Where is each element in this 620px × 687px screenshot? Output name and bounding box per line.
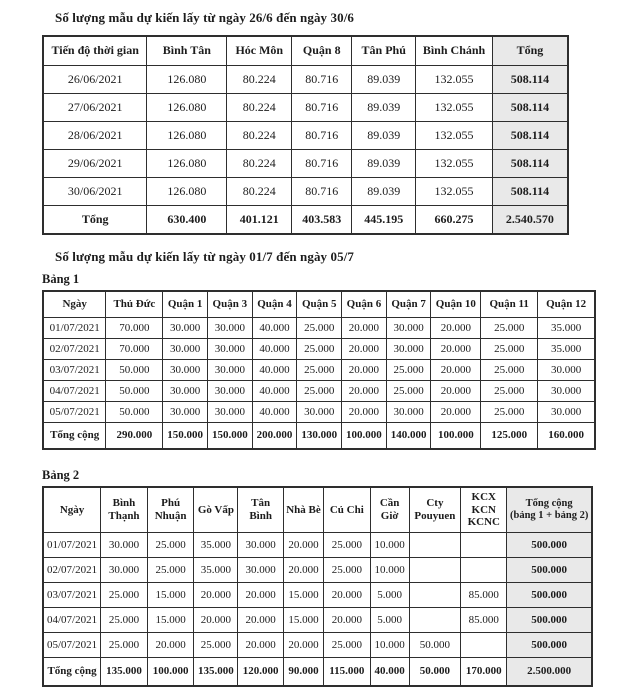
value-cell: 500.000 bbox=[507, 558, 592, 583]
value-cell: 20.000 bbox=[323, 608, 370, 633]
value-cell: 30.000 bbox=[163, 381, 208, 402]
value-cell: 40.000 bbox=[252, 360, 297, 381]
date-cell: 27/06/2021 bbox=[43, 94, 147, 122]
value-cell: 40.000 bbox=[252, 381, 297, 402]
value-cell: 30.000 bbox=[101, 558, 148, 583]
value-cell: 89.039 bbox=[352, 178, 416, 206]
value-cell: 80.716 bbox=[292, 122, 352, 150]
value-cell: 25.000 bbox=[194, 633, 238, 658]
value-cell: 132.055 bbox=[416, 66, 493, 94]
header-row bbox=[43, 291, 595, 318]
date-cell: 03/07/2021 bbox=[43, 583, 101, 608]
value-cell bbox=[409, 608, 461, 633]
value-cell: 35.000 bbox=[194, 558, 238, 583]
date-cell: 29/06/2021 bbox=[43, 150, 147, 178]
total-value: 150.000 bbox=[163, 423, 208, 450]
value-cell: 500.000 bbox=[507, 633, 592, 658]
value-cell: 50.000 bbox=[106, 381, 163, 402]
table-row bbox=[43, 381, 595, 402]
value-cell: 20.000 bbox=[342, 381, 387, 402]
value-cell: 15.000 bbox=[283, 608, 323, 633]
value-cell: 25.000 bbox=[297, 360, 342, 381]
value-cell bbox=[409, 558, 461, 583]
column-header: Quận 10 bbox=[431, 291, 481, 318]
table-row bbox=[43, 318, 595, 339]
value-cell: 25.000 bbox=[481, 402, 538, 423]
column-header: Bình Chánh bbox=[416, 36, 493, 66]
value-cell: 15.000 bbox=[147, 583, 194, 608]
total-value: 135.000 bbox=[101, 658, 148, 687]
value-cell: 85.000 bbox=[461, 608, 507, 633]
value-cell: 25.000 bbox=[323, 558, 370, 583]
value-cell: 25.000 bbox=[386, 360, 431, 381]
column-header: Gò Vấp bbox=[194, 487, 238, 533]
value-cell: 508.114 bbox=[492, 66, 568, 94]
value-cell: 30.000 bbox=[163, 339, 208, 360]
value-cell: 508.114 bbox=[492, 178, 568, 206]
value-cell: 25.000 bbox=[323, 633, 370, 658]
date-cell: 01/07/2021 bbox=[43, 533, 101, 558]
column-header: Quận 5 bbox=[297, 291, 342, 318]
total-value: 125.000 bbox=[481, 423, 538, 450]
value-cell: 80.224 bbox=[227, 94, 292, 122]
total-value: 140.000 bbox=[386, 423, 431, 450]
value-cell: 10.000 bbox=[370, 558, 409, 583]
value-cell: 30.000 bbox=[386, 339, 431, 360]
value-cell: 80.716 bbox=[292, 178, 352, 206]
value-cell: 132.055 bbox=[416, 150, 493, 178]
total-value: 200.000 bbox=[252, 423, 297, 450]
section-title-july: Số lượng mẫu dự kiến lấy từ ngày 01/7 đến ngày 05/7 bbox=[55, 249, 355, 264]
value-cell: 20.000 bbox=[342, 402, 387, 423]
value-cell: 30.000 bbox=[238, 558, 284, 583]
value-cell: 50.000 bbox=[106, 360, 163, 381]
column-header: Quận 1 bbox=[163, 291, 208, 318]
value-cell: 20.000 bbox=[342, 318, 387, 339]
value-cell: 25.000 bbox=[297, 318, 342, 339]
table-label-bang2: Bảng 2 bbox=[42, 468, 80, 482]
column-header: Bình Tân bbox=[147, 36, 227, 66]
table-row bbox=[43, 339, 595, 360]
value-cell: 20.000 bbox=[431, 360, 481, 381]
table-row bbox=[43, 608, 592, 633]
column-header: Quận 4 bbox=[252, 291, 297, 318]
table-row bbox=[43, 122, 568, 150]
value-cell: 30.000 bbox=[207, 339, 252, 360]
value-cell: 20.000 bbox=[238, 608, 284, 633]
value-cell: 89.039 bbox=[352, 122, 416, 150]
value-cell: 35.000 bbox=[194, 533, 238, 558]
value-cell: 20.000 bbox=[431, 402, 481, 423]
value-cell: 30.000 bbox=[101, 533, 148, 558]
value-cell: 508.114 bbox=[492, 122, 568, 150]
value-cell: 25.000 bbox=[147, 558, 194, 583]
value-cell: 10.000 bbox=[370, 633, 409, 658]
value-cell: 30.000 bbox=[163, 318, 208, 339]
value-cell: 132.055 bbox=[416, 122, 493, 150]
value-cell bbox=[461, 558, 507, 583]
total-value: 100.000 bbox=[342, 423, 387, 450]
value-cell: 20.000 bbox=[194, 608, 238, 633]
value-cell: 20.000 bbox=[342, 360, 387, 381]
value-cell: 30.000 bbox=[207, 381, 252, 402]
date-cell: 05/07/2021 bbox=[43, 402, 106, 423]
value-cell: 20.000 bbox=[238, 583, 284, 608]
column-header: Hóc Môn bbox=[227, 36, 292, 66]
table-row bbox=[43, 402, 595, 423]
value-cell: 80.224 bbox=[227, 66, 292, 94]
date-cell: 05/07/2021 bbox=[43, 633, 101, 658]
total-value: 120.000 bbox=[238, 658, 284, 687]
value-cell: 40.000 bbox=[252, 318, 297, 339]
value-cell: 508.114 bbox=[492, 150, 568, 178]
value-cell: 35.000 bbox=[538, 318, 595, 339]
total-label: Tổng bbox=[43, 206, 147, 235]
value-cell: 20.000 bbox=[147, 633, 194, 658]
table-bang2-districts bbox=[42, 486, 593, 687]
value-cell: 20.000 bbox=[342, 339, 387, 360]
value-cell: 20.000 bbox=[194, 583, 238, 608]
value-cell: 126.080 bbox=[147, 150, 227, 178]
column-header: Tổng cộng (bảng 1 + bảng 2) bbox=[507, 487, 592, 533]
value-cell: 30.000 bbox=[207, 360, 252, 381]
date-cell: 26/06/2021 bbox=[43, 66, 147, 94]
value-cell bbox=[409, 533, 461, 558]
value-cell: 20.000 bbox=[238, 633, 284, 658]
value-cell: 20.000 bbox=[431, 318, 481, 339]
total-value: 100.000 bbox=[147, 658, 194, 687]
column-header: Quận 11 bbox=[481, 291, 538, 318]
value-cell: 20.000 bbox=[283, 558, 323, 583]
total-value: 660.275 bbox=[416, 206, 493, 235]
value-cell: 25.000 bbox=[147, 533, 194, 558]
value-cell: 508.114 bbox=[492, 94, 568, 122]
value-cell: 80.224 bbox=[227, 122, 292, 150]
value-cell: 5.000 bbox=[370, 608, 409, 633]
table-row bbox=[43, 360, 595, 381]
value-cell: 80.716 bbox=[292, 94, 352, 122]
total-value: 290.000 bbox=[106, 423, 163, 450]
column-header: Quận 6 bbox=[342, 291, 387, 318]
column-header: Tiến độ thời gian bbox=[43, 36, 147, 66]
value-cell: 15.000 bbox=[147, 608, 194, 633]
date-cell: 04/07/2021 bbox=[43, 608, 101, 633]
value-cell: 15.000 bbox=[283, 583, 323, 608]
value-cell: 25.000 bbox=[101, 608, 148, 633]
column-header: Phú Nhuận bbox=[147, 487, 194, 533]
value-cell: 80.224 bbox=[227, 178, 292, 206]
value-cell: 20.000 bbox=[431, 339, 481, 360]
column-header: Củ Chi bbox=[323, 487, 370, 533]
value-cell: 5.000 bbox=[370, 583, 409, 608]
value-cell: 126.080 bbox=[147, 122, 227, 150]
value-cell bbox=[461, 533, 507, 558]
column-header: Ngày bbox=[43, 291, 106, 318]
header-row bbox=[43, 36, 568, 66]
value-cell: 85.000 bbox=[461, 583, 507, 608]
date-cell: 02/07/2021 bbox=[43, 339, 106, 360]
value-cell: 80.716 bbox=[292, 150, 352, 178]
value-cell: 80.224 bbox=[227, 150, 292, 178]
column-header: Cty Pouyuen bbox=[409, 487, 461, 533]
value-cell: 25.000 bbox=[101, 583, 148, 608]
total-row bbox=[43, 206, 568, 235]
section-title-june: Số lượng mẫu dự kiến lấy từ ngày 26/6 đến ngày 30/6 bbox=[55, 10, 355, 25]
total-value: 100.000 bbox=[431, 423, 481, 450]
table-row bbox=[43, 178, 568, 206]
value-cell: 126.080 bbox=[147, 178, 227, 206]
table-row bbox=[43, 558, 592, 583]
value-cell: 500.000 bbox=[507, 583, 592, 608]
value-cell: 25.000 bbox=[297, 381, 342, 402]
column-header: KCX KCN KCNC bbox=[461, 487, 507, 533]
table-june-samples bbox=[42, 35, 569, 235]
total-label: Tổng cộng bbox=[43, 423, 106, 450]
total-row bbox=[43, 423, 595, 450]
value-cell: 30.000 bbox=[207, 402, 252, 423]
value-cell: 20.000 bbox=[431, 381, 481, 402]
value-cell: 20.000 bbox=[323, 583, 370, 608]
total-value: 130.000 bbox=[297, 423, 342, 450]
total-value: 135.000 bbox=[194, 658, 238, 687]
total-row bbox=[43, 658, 592, 687]
column-header: Bình Thạnh bbox=[101, 487, 148, 533]
value-cell: 30.000 bbox=[238, 533, 284, 558]
value-cell: 132.055 bbox=[416, 178, 493, 206]
value-cell: 50.000 bbox=[409, 633, 461, 658]
value-cell: 70.000 bbox=[106, 339, 163, 360]
value-cell: 126.080 bbox=[147, 94, 227, 122]
value-cell: 500.000 bbox=[507, 608, 592, 633]
date-cell: 30/06/2021 bbox=[43, 178, 147, 206]
value-cell: 50.000 bbox=[106, 402, 163, 423]
total-value: 2.540.570 bbox=[492, 206, 568, 235]
date-cell: 28/06/2021 bbox=[43, 122, 147, 150]
column-header: Tân Phú bbox=[352, 36, 416, 66]
total-value: 2.500.000 bbox=[507, 658, 592, 687]
value-cell: 89.039 bbox=[352, 150, 416, 178]
value-cell: 25.000 bbox=[386, 381, 431, 402]
date-cell: 02/07/2021 bbox=[43, 558, 101, 583]
date-cell: 03/07/2021 bbox=[43, 360, 106, 381]
header-row bbox=[43, 487, 592, 533]
column-header: Quận 8 bbox=[292, 36, 352, 66]
table-row bbox=[43, 633, 592, 658]
value-cell: 30.000 bbox=[538, 381, 595, 402]
value-cell: 20.000 bbox=[283, 633, 323, 658]
total-value: 401.121 bbox=[227, 206, 292, 235]
date-cell: 01/07/2021 bbox=[43, 318, 106, 339]
value-cell: 25.000 bbox=[481, 381, 538, 402]
table-row bbox=[43, 66, 568, 94]
column-header: Quận 7 bbox=[386, 291, 431, 318]
total-label: Tổng cộng bbox=[43, 658, 101, 687]
value-cell: 20.000 bbox=[283, 533, 323, 558]
value-cell: 40.000 bbox=[252, 339, 297, 360]
value-cell: 30.000 bbox=[163, 360, 208, 381]
table-row bbox=[43, 94, 568, 122]
column-header: Thủ Đức bbox=[106, 291, 163, 318]
value-cell: 30.000 bbox=[163, 402, 208, 423]
value-cell: 40.000 bbox=[252, 402, 297, 423]
table-row bbox=[43, 533, 592, 558]
value-cell: 30.000 bbox=[386, 402, 431, 423]
value-cell: 30.000 bbox=[538, 402, 595, 423]
value-cell: 30.000 bbox=[207, 318, 252, 339]
column-header: Tân Bình bbox=[238, 487, 284, 533]
column-header: Tổng bbox=[492, 36, 568, 66]
value-cell: 30.000 bbox=[538, 360, 595, 381]
value-cell bbox=[409, 583, 461, 608]
value-cell: 25.000 bbox=[101, 633, 148, 658]
value-cell: 89.039 bbox=[352, 94, 416, 122]
total-value: 445.195 bbox=[352, 206, 416, 235]
value-cell: 25.000 bbox=[297, 339, 342, 360]
value-cell: 70.000 bbox=[106, 318, 163, 339]
value-cell: 132.055 bbox=[416, 94, 493, 122]
column-header: Quận 12 bbox=[538, 291, 595, 318]
total-value: 90.000 bbox=[283, 658, 323, 687]
table-label-bang1: Bảng 1 bbox=[42, 272, 80, 286]
value-cell: 126.080 bbox=[147, 66, 227, 94]
value-cell: 10.000 bbox=[370, 533, 409, 558]
value-cell: 500.000 bbox=[507, 533, 592, 558]
table-row bbox=[43, 150, 568, 178]
total-value: 630.400 bbox=[147, 206, 227, 235]
column-header: Ngày bbox=[43, 487, 101, 533]
value-cell: 25.000 bbox=[481, 318, 538, 339]
total-value: 170.000 bbox=[461, 658, 507, 687]
column-header: Quận 3 bbox=[207, 291, 252, 318]
value-cell: 80.716 bbox=[292, 66, 352, 94]
total-value: 115.000 bbox=[323, 658, 370, 687]
column-header: Cần Giờ bbox=[370, 487, 409, 533]
total-value: 40.000 bbox=[370, 658, 409, 687]
value-cell: 35.000 bbox=[538, 339, 595, 360]
value-cell: 30.000 bbox=[297, 402, 342, 423]
table-row bbox=[43, 583, 592, 608]
value-cell: 25.000 bbox=[481, 360, 538, 381]
total-value: 160.000 bbox=[538, 423, 595, 450]
total-value: 403.583 bbox=[292, 206, 352, 235]
value-cell: 30.000 bbox=[386, 318, 431, 339]
total-value: 150.000 bbox=[207, 423, 252, 450]
column-header: Nhà Bè bbox=[283, 487, 323, 533]
date-cell: 04/07/2021 bbox=[43, 381, 106, 402]
value-cell: 25.000 bbox=[481, 339, 538, 360]
value-cell bbox=[461, 633, 507, 658]
value-cell: 89.039 bbox=[352, 66, 416, 94]
table-bang1-districts bbox=[42, 290, 596, 450]
total-value: 50.000 bbox=[409, 658, 461, 687]
value-cell: 25.000 bbox=[323, 533, 370, 558]
